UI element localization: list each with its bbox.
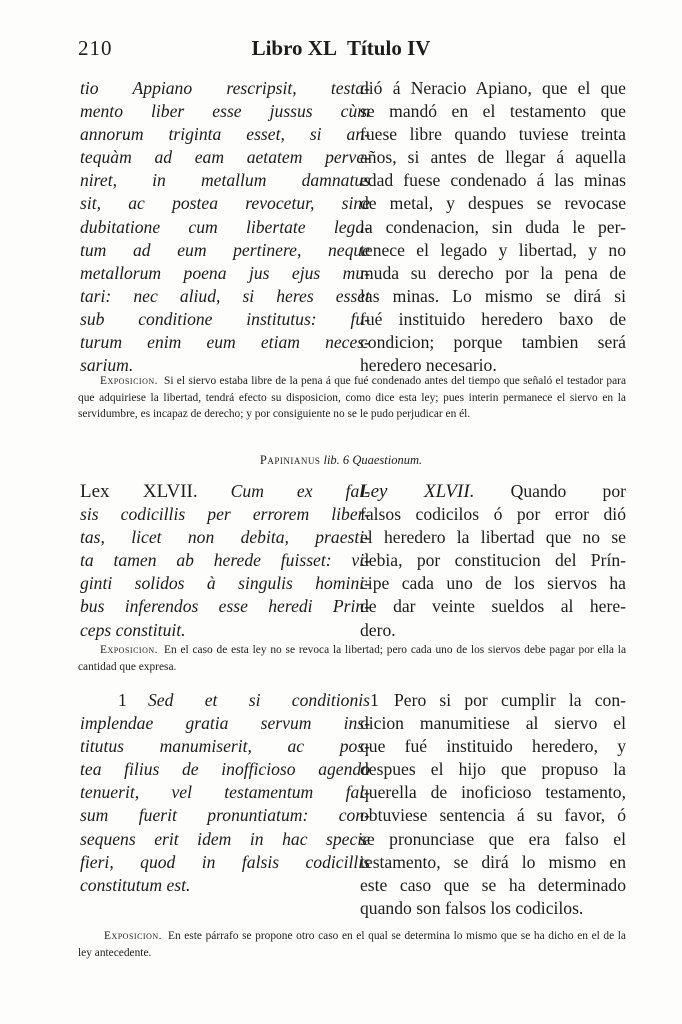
text-line: constitutum est.: [80, 874, 191, 895]
spanish-paragraph: [360, 480, 626, 642]
source-author: Papinianus: [259, 453, 321, 467]
text-line: quando son falsos los codicilos.: [360, 897, 584, 918]
text-line: fieri, quod in falsis codicillis: [80, 851, 370, 872]
exposicion-text: En el caso de esta ley no se revoca la libertad; pero cada uno de los siervos debe pagar por ella la cantidad que expresa.: [78, 644, 626, 673]
text-line: querella de inoficioso testamento,: [360, 782, 626, 803]
text-line: obtuviese sentencia á su favor, ó: [360, 805, 626, 826]
text-line: fué instituido heredero baxo de: [360, 308, 626, 329]
spanish-paragraph: [360, 689, 626, 920]
text-line: ta tamen ab herede fuisset: vi-: [80, 550, 370, 571]
text-line: dero.: [360, 619, 396, 640]
text-line: mento liber esse jussus cùm: [80, 101, 370, 122]
text-line: 1 Pero si por cumplir la con-: [360, 689, 626, 712]
paragraph-number: 1: [118, 690, 127, 710]
spanish-paragraph: [360, 77, 626, 377]
text-line: las minas. Lo mismo se dirá si: [360, 285, 626, 306]
text-line: de dar veinte sueldos al here-: [360, 596, 626, 617]
text-line: sum fuerit pronuntiatum: con-: [80, 805, 370, 826]
exposicion-text: Si el siervo estaba libre de la pena á que fué condenado antes del tiempo que señaló el testador para que adquiriese la libertad, tendrá efecto su disposicion, como dice esta ley; pues interin permanece el siervo en la servidumbre, es incapaz de derecho; y por consiguiente no se le pudo perjudicar en él.: [78, 375, 626, 420]
spanish-column-1: [360, 77, 626, 377]
text-line: se mandó en el testamento que: [360, 101, 626, 122]
paragraph-number: 1: [370, 690, 379, 710]
text-line: sequens erit idem in hac specie: [80, 828, 370, 849]
text-line: tari: nec aliud, si heres esset: [80, 285, 370, 306]
text-line: heredero necesario.: [360, 355, 497, 376]
exposicion-1: [78, 373, 626, 423]
text-line: la condenacion, sin duda le per-: [360, 216, 626, 237]
text-line: dicion manumitiese al siervo el: [360, 713, 626, 734]
text-line: despues el hijo que propuso la: [360, 759, 626, 780]
page-number: 210: [78, 36, 113, 60]
text-line: metallorum poena jus ejus mu-: [80, 262, 370, 283]
source-work: Quaestionum.: [352, 453, 423, 467]
text-line: Lex XLVII. Cum ex fal-: [80, 481, 370, 502]
source-book: lib. 6: [323, 453, 350, 467]
text-line: titutus manumiserit, ac pos-: [80, 736, 370, 757]
text-line: sit, ac postea revocetur, sine: [80, 193, 370, 214]
text-line: tequàm ad eam aetatem perve-: [80, 147, 370, 168]
section-title: Título IV: [346, 36, 431, 60]
text-line: tea filius de inofficioso agendo: [80, 759, 370, 780]
text-line: sis codicillis per errorem liber-: [80, 504, 370, 525]
exposicion-text: En este párrafo se propone otro caso en el qual se determina lo mismo que se ha dicho en el de la ley antecedente.: [78, 930, 626, 959]
text-line: años, si antes de llegar á aquella: [360, 147, 626, 168]
exposicion-label: Exposicion.: [104, 930, 162, 942]
text-line: cipe cada uno de los siervos ha: [360, 573, 626, 594]
law-heading-latin: Lex XLVII.: [80, 481, 198, 502]
text-line: sarium.: [80, 355, 134, 376]
text-line: falsos codicilos ó por error dió: [360, 504, 626, 525]
latin-column-1: [80, 77, 370, 377]
text-line: de metal, y despues se revocase: [360, 193, 626, 214]
text-line: ceps constituit.: [80, 619, 186, 640]
text-line: dió á Neracio Apiano, que el que: [360, 78, 626, 98]
text-line: bus inferendos esse heredi Prin-: [80, 596, 370, 617]
text-line: sub conditione institutus: fu-: [80, 308, 370, 329]
text-line: este caso que se ha determinado: [360, 874, 626, 895]
latin-column-2: [80, 480, 370, 642]
text-line: tum ad eum pertinere, neque: [80, 239, 370, 260]
text-line: tio Appiano rescripsit, testa-: [80, 78, 370, 98]
text-line: ginti solidos à singulis homini-: [80, 573, 370, 594]
text-line: implendae gratia servum ins-: [80, 713, 370, 734]
text-line: debia, por constitucion del Prín-: [360, 550, 626, 571]
text-line: se pronunciase que era falso el: [360, 828, 626, 849]
text-line: condicion; porque tambien será: [360, 332, 626, 353]
text-line: Ley XLVII. Quando por: [360, 481, 626, 502]
text-line: testamento, se dirá lo mismo en: [360, 851, 626, 872]
text-line: edad fuese condenado á las minas: [360, 170, 626, 191]
exposicion-2: [78, 642, 626, 675]
running-head: [0, 36, 682, 61]
spanish-column-3: [360, 689, 626, 920]
text-line: annorum triginta esset, si an-: [80, 124, 370, 145]
law-heading-spanish: Ley XLVII.: [360, 481, 475, 502]
exposicion-3: [78, 928, 626, 961]
source-citation: [0, 453, 682, 468]
latin-paragraph: [80, 77, 370, 377]
exposicion-label: Exposicion.: [100, 644, 158, 656]
text-line: que fué instituido heredero, y: [360, 736, 626, 757]
text-line: fuese libre quando tuviese treinta: [360, 124, 626, 145]
latin-paragraph: [80, 480, 370, 642]
text-line: 1 Sed et si conditionis: [80, 689, 370, 712]
text-line: tas, licet non debita, praesti-: [80, 527, 370, 548]
text-line: turum enim eum etiam neces-: [80, 332, 370, 353]
spanish-column-2: [360, 480, 626, 642]
latin-column-3: [80, 689, 370, 897]
latin-paragraph: [80, 689, 370, 897]
text-line: dubitatione cum libertate lega-: [80, 216, 370, 237]
text-line: tenece el legado y libertad, y no: [360, 239, 626, 260]
text-line: tenuerit, vel testamentum fal-: [80, 782, 370, 803]
text-line: muda su derecho por la pena de: [360, 262, 626, 283]
book-title: Libro XL: [251, 36, 337, 60]
text-line: el heredero la libertad que no se: [360, 527, 626, 548]
exposicion-label: Exposicion.: [100, 375, 158, 387]
text-line: niret, in metallum damnatus: [80, 170, 370, 191]
